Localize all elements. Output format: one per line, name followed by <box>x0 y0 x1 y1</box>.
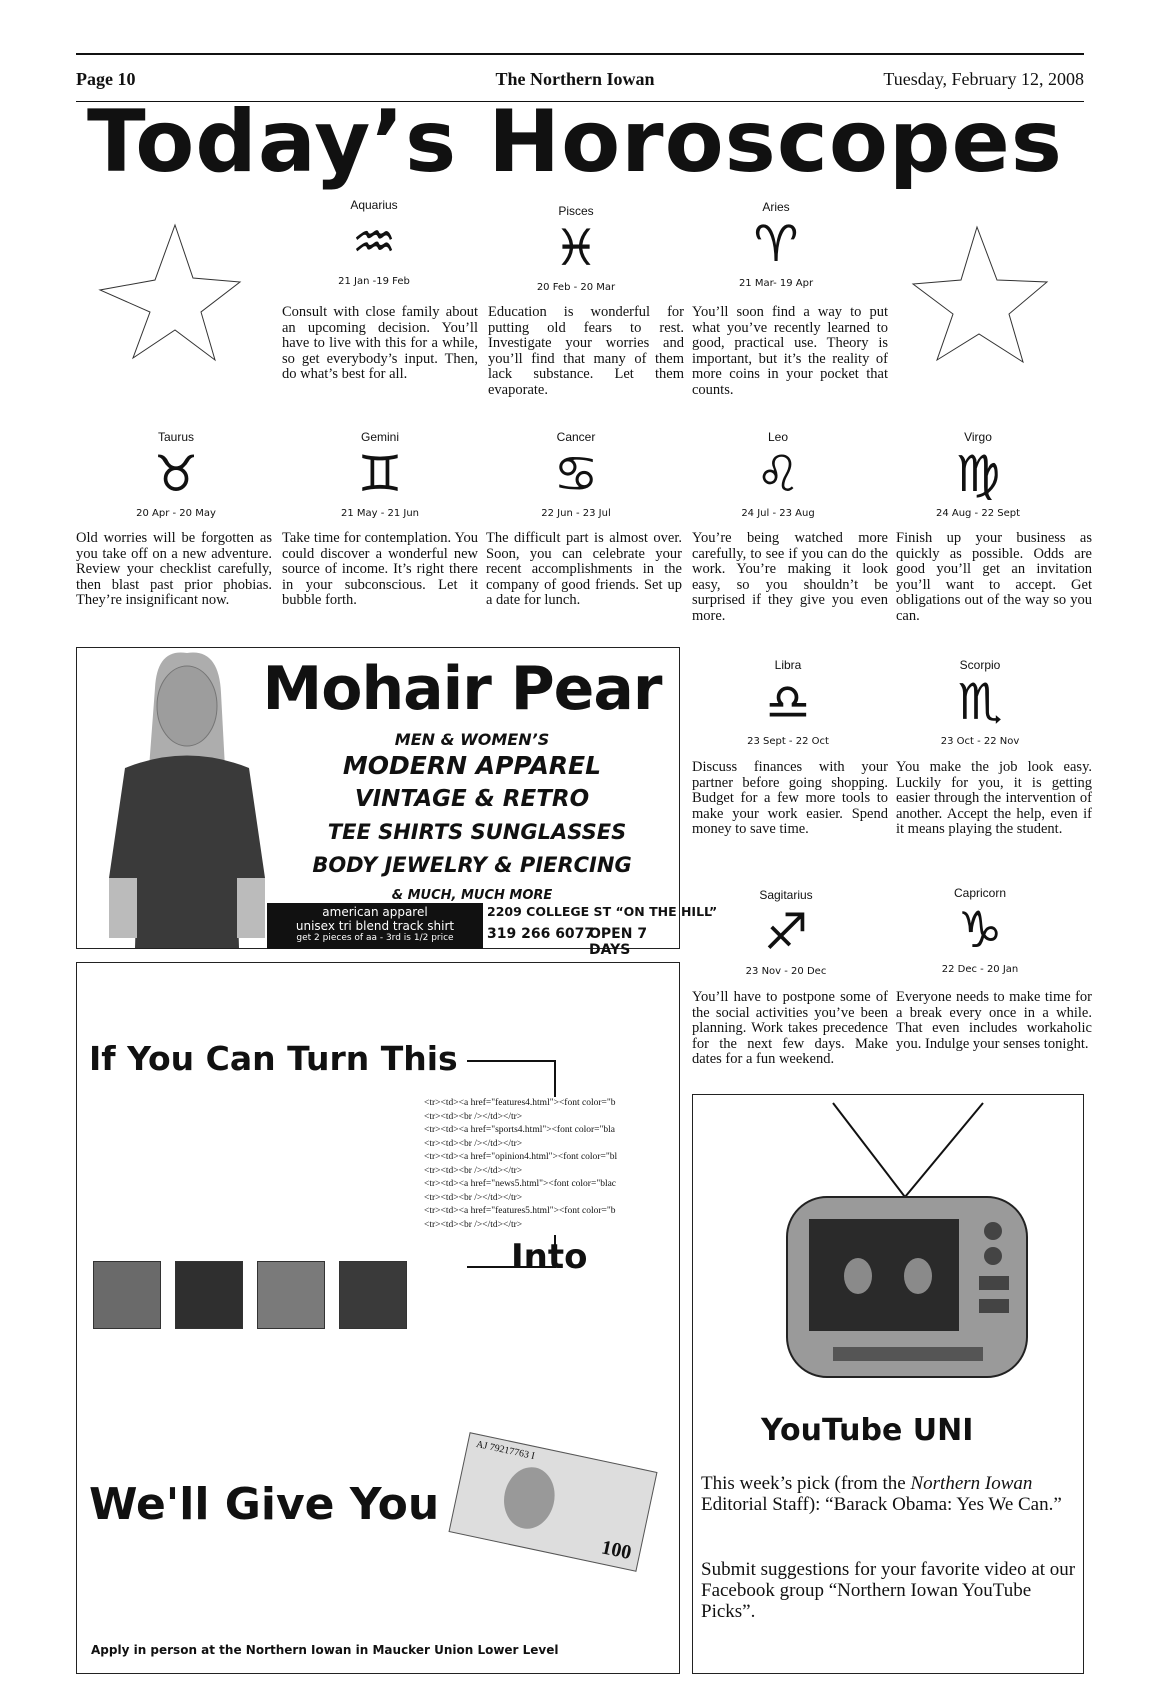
sign-name: Cancer <box>556 430 596 444</box>
youtube-pick-box[interactable] <box>692 1094 1084 1674</box>
sign-name: Capricorn <box>953 886 1007 900</box>
ad-line: & MUCH, MUCH MORE <box>391 888 553 903</box>
sign-text-pisces: Education is wonderful for putting old fears to rest. Investigate your worries and you’ll find that many of them lack substance. Let them evaporate. <box>488 304 684 398</box>
sign-text-libra: Discuss finances with your partner before going shopping. Budget for a few more tools to make your work easier. Spend money to save time. <box>692 759 888 837</box>
ad-address: 2209 COLLEGE ST “ON THE HILL” <box>487 904 718 919</box>
hundred-dollar-bill <box>448 1432 657 1572</box>
virgo-icon: ♍ <box>955 445 1001 503</box>
sign-text-scorpio: You make the job look easy. Luckily for you, it is getting easier through the intervention of another. Accept the help, even if it means playing the student. <box>896 759 1092 837</box>
issue-date: Tuesday, February 12, 2008 <box>883 69 1084 89</box>
sign-name: Aries <box>762 200 790 214</box>
aries-icon: ♈ <box>753 215 799 273</box>
sign-pisces <box>478 204 674 293</box>
sign-dates: 23 Sept - 22 Oct <box>747 736 829 747</box>
cancer-icon: ♋ <box>553 445 599 503</box>
ad-line: MODERN APPAREL <box>342 751 602 780</box>
pick-suffix: Editorial Staff): “Barack Obama: Yes We Can.” <box>701 1494 1062 1515</box>
pick-paper: Northern Iowan <box>910 1473 1033 1494</box>
promo-line: get 2 pieces of aa - 3rd is 1/2 price <box>296 933 454 943</box>
sign-name: Gemini <box>360 430 399 444</box>
code-line: <tr><td><br /></td></tr> <box>424 1165 523 1176</box>
code-line: <tr><td><a href="news5.html"><font color="blac <box>424 1179 617 1189</box>
ad-brand: Mohair Pear <box>262 654 662 724</box>
sign-text-cancer: The difficult part is almost over. Soon, you can celebrate your recent accomplishments in the company of good friends. Set up a date for lunch. <box>486 530 682 608</box>
sign-dates: 20 Apr - 20 May <box>136 508 216 519</box>
website-thumbnail <box>175 1261 243 1329</box>
promo-line: unisex tri blend track shirt <box>295 919 455 933</box>
bill-denomination: 100 <box>599 1536 634 1565</box>
ad-promo-banner <box>267 903 483 949</box>
sign-gemini <box>282 430 478 519</box>
pick-prefix: This week’s pick (from the <box>701 1473 911 1494</box>
star-left-icon <box>95 220 245 365</box>
sign-text-virgo: Finish up your business as quickly as possible. Odds are good you’ll get an invitation you’ll want to accept. Get obligations out of the way so you can. <box>896 530 1092 624</box>
code-line: <tr><td><a href="features4.html"><font color="b <box>424 1098 616 1108</box>
sign-taurus <box>78 430 274 519</box>
website-thumbnail <box>339 1261 407 1329</box>
ad-hours: OPEN 7 DAYS <box>589 926 648 958</box>
sign-text-aquarius: Consult with close family about an upcoming decision. You’ll have to live with this for a while, so get everybody’s input. Then, do what’s best for all. <box>282 304 478 382</box>
capricorn-icon: ♑ <box>957 901 1003 959</box>
sign-dates: 20 Feb - 20 Mar <box>536 282 616 293</box>
code-line: <tr><td><br /></td></tr> <box>424 1111 523 1122</box>
page-title: Today’s Horoscopes <box>86 92 1063 192</box>
sign-dates: 24 Jul - 23 Aug <box>741 508 815 519</box>
bill-serial: AJ 79217763 I <box>475 1438 536 1463</box>
code-line: <tr><td><br /></td></tr> <box>424 1219 523 1230</box>
sagittarius-icon: ♐ <box>763 903 809 961</box>
scorpio-icon: ♏ <box>957 673 1003 731</box>
tv-icon <box>713 1101 1063 1431</box>
taurus-icon: ♉ <box>153 445 199 503</box>
sign-aries <box>678 200 874 289</box>
code-line: <tr><td><br /></td></tr> <box>424 1138 523 1149</box>
paper-name: The Northern Iowan <box>495 69 655 89</box>
libra-icon: ♎ <box>765 673 811 731</box>
sign-virgo <box>880 430 1076 519</box>
gemini-icon: ♊ <box>357 445 403 503</box>
star-right-icon <box>905 222 1055 367</box>
code-line: <tr><td><a href="opinion4.html"><font color="bl <box>424 1152 618 1162</box>
sign-name: Leo <box>767 430 789 444</box>
sign-text-gemini: Take time for contemplation. You could discover a wonderful new source of income. It’s right there in your subconscious. Let it bubble forth. <box>282 530 478 608</box>
sign-dates: 21 May - 21 Jun <box>340 508 420 519</box>
ad-headline-bottom: We'll Give You <box>89 1479 440 1530</box>
leo-icon: ♌ <box>755 445 801 503</box>
code-line: <tr><td><a href="features5.html"><font color="b <box>424 1206 616 1216</box>
ad-phone: 319 266 6077 <box>487 926 595 942</box>
sign-dates: 24 Aug - 22 Sept <box>935 508 1021 519</box>
sign-name: Libra <box>774 658 802 672</box>
sign-sagitarius <box>688 888 884 977</box>
ad-headline-top: If You Can Turn This <box>89 1039 458 1078</box>
aquarius-icon: ♒ <box>351 213 397 271</box>
sign-dates: 23 Oct - 22 Nov <box>940 736 1020 747</box>
youtube-pick-text <box>701 1473 1079 1515</box>
ad-footer: Apply in person at the Northern Iowan in Maucker Union Lower Level <box>91 1643 559 1657</box>
code-line: <tr><td><br /></td></tr> <box>424 1192 523 1203</box>
sign-scorpio <box>882 658 1078 747</box>
sign-aquarius <box>276 198 472 287</box>
sign-name: Aquarius <box>350 198 398 212</box>
sign-dates: 21 Jan -19 Feb <box>338 276 410 287</box>
sign-dates: 21 Mar- 19 Apr <box>738 278 814 289</box>
sign-dates: 22 Dec - 20 Jan <box>941 964 1019 975</box>
ad-into: Into <box>511 1237 588 1277</box>
code-line: <tr><td><a href="sports4.html"><font color="bla <box>424 1125 615 1135</box>
sign-cancer <box>478 430 674 519</box>
sign-name: Pisces <box>558 204 594 218</box>
promo-line: american apparel <box>322 905 428 919</box>
youtube-uni-logo: YouTube UNI <box>761 1413 974 1448</box>
sign-leo <box>680 430 876 519</box>
sign-text-aries: You’ll soon find a way to put what you’ve recently learned to good, practical use. Theory is important, but it’s the reality of more coins in your pocket that counts. <box>692 304 888 398</box>
website-thumbnail <box>257 1261 325 1329</box>
bill-portrait <box>498 1462 560 1533</box>
sign-name: Sagitarius <box>759 888 813 902</box>
ad-mohair-pear[interactable] <box>76 647 718 958</box>
ad-line: MEN & WOMEN’S <box>394 730 550 749</box>
pisces-icon: ♓ <box>553 219 599 277</box>
sign-name: Scorpio <box>959 658 1001 672</box>
youtube-submit-text: Submit suggestions for your favorite video at our Facebook group “Northern Iowan YouTube Picks”. <box>701 1559 1076 1622</box>
ad-line: VINTAGE & RETRO <box>354 786 590 812</box>
sign-dates: 22 Jun - 23 Jul <box>541 508 611 519</box>
html-code-block <box>424 1097 668 1232</box>
sign-capricorn <box>882 886 1078 975</box>
sign-text-leo: You’re being watched more carefully, to see if you can do the work. You’re making it look easy, so you shouldn’t be surprised if they give you even more. <box>692 530 888 624</box>
sign-text-capricorn: Everyone needs to make time for a break every once in a while. That even includes workaholic you. Indulge your senses tonight. <box>896 989 1092 1052</box>
ad-line: BODY JEWELRY & PIERCING <box>312 853 632 877</box>
sign-dates: 23 Nov - 20 Dec <box>745 966 827 977</box>
sign-name: Taurus <box>157 430 195 444</box>
website-thumbnail <box>93 1261 161 1329</box>
sign-text-taurus: Old worries will be forgotten as you take off on a new adventure. Review your checklist carefully, then blast past prior phobias. They’re insignificant now. <box>76 530 272 608</box>
ad-web-editor[interactable] <box>76 962 680 1674</box>
sign-name: Virgo <box>964 430 992 444</box>
header-rule-top <box>76 53 1084 55</box>
sign-libra <box>690 658 886 747</box>
ad-line: TEE SHIRTS SUNGLASSES <box>327 820 627 844</box>
sign-text-sagitarius: You’ll have to postpone some of the social activities you’ve been planning. Work takes precedence for the next few days. Make dates for a fun weekend. <box>692 989 888 1067</box>
page-number: Page 10 <box>76 69 136 89</box>
